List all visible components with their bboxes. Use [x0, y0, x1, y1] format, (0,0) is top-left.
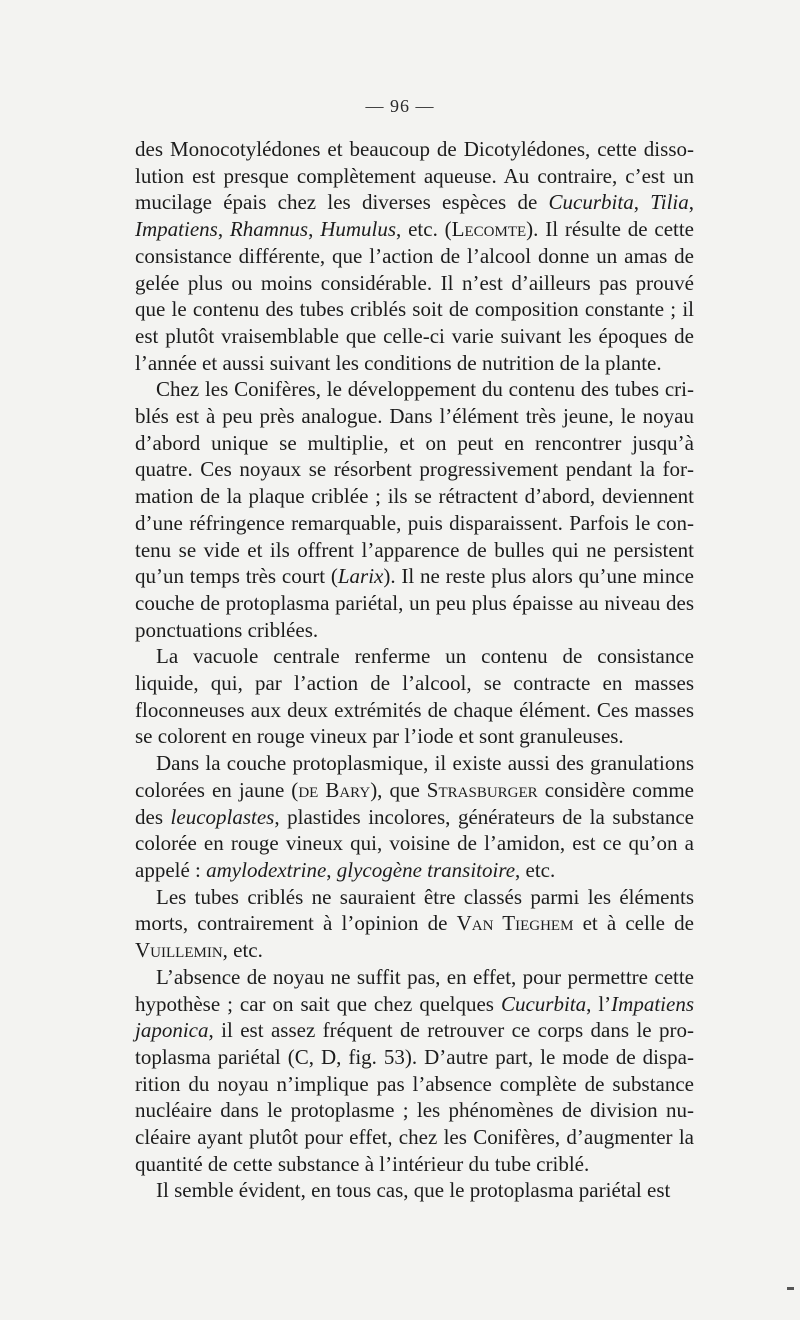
text-run: ,	[217, 217, 230, 242]
paragraph	[135, 643, 694, 750]
text-run: Dans la couche protoplasmique, il existe aussi des granulations colorées en jaune (	[135, 751, 694, 802]
author-name: Strasburger	[426, 777, 538, 802]
text-run: , etc.	[515, 857, 556, 882]
italic-run: Rhamnus	[229, 217, 309, 242]
author-name: de Bary	[298, 777, 371, 802]
italic-run: leucoplastes	[170, 804, 275, 829]
italic-run: Cucurbita	[548, 190, 634, 215]
text-run: ,	[688, 190, 694, 215]
body-text	[135, 136, 694, 1204]
text-run: Chez les Conifères, le développement du contenu des tubes criblés est à peu près analogue. Dans l’élément très jeune, le noyau d’abord unique se multiplie, et on peut en rencontrer jusqu’à quatre. Ces noyaux se résorbent progressivement pendant la formation de la plaque criblée ; ils se rétractent d’abord, deviennent d’une réfringence remarquable, puis disparaissent. Parfois le contenu se vide et ils offrent l’apparence de bulles qui ne persistent qu’un temps très court (	[135, 377, 694, 589]
text-run: ). Il ne reste plus alors qu’une mince couche de protoplasma pariétal, un peu plus épaisse au niveau des ponctuations criblées.	[135, 564, 694, 642]
author-name: Van Tieghem	[456, 911, 574, 936]
text-run: ). Il résulte de cette consistance différente, que l’action de l’alcool donne un amas de gelée plus ou moins considérable. Il n’est d’ailleurs pas prouvé que le contenu des tubes criblés soit de composition constante ; il est plutôt vraisemblable que celle-ci varie suivant les époques de l’année et aussi suivant les conditions de nutrition de la plante.	[135, 217, 695, 375]
paragraph	[135, 884, 694, 964]
paragraph	[135, 750, 694, 884]
text-run: Il semble évident, en tous cas, que le protoplasma pariétal est	[156, 1178, 671, 1203]
text-run: ,	[326, 857, 337, 882]
italic-run: Impatiens japonica	[135, 991, 694, 1043]
text-run: , etc.	[222, 938, 263, 963]
italic-run: Tilia	[650, 190, 689, 215]
text-run: L’absence de noyau ne suffit pas, en effet, pour permettre cette hypothèse ; car on sait que chez quelques	[135, 964, 694, 1016]
text-run: ,	[633, 190, 651, 215]
italic-run: Larix	[337, 564, 384, 589]
paragraph	[135, 1177, 694, 1204]
paragraph	[135, 136, 694, 376]
italic-run: amylodextrine	[206, 857, 327, 882]
text-run: considère comme des	[135, 777, 694, 829]
italic-run: Impatiens	[135, 217, 218, 242]
text-run: ,	[308, 217, 321, 242]
italic-run: Cucurbita	[500, 991, 587, 1016]
text-run: La vacuole centrale renferme un contenu de consistance liquide, qui, par l’action de l’alcool, se contracte en masses floconneuses aux deux extrémités de chaque élément. Ces masses se colorent en rouge vineux par l’iode et sont granuleuses.	[135, 644, 694, 749]
author-name: Vuillemin	[135, 938, 223, 963]
scan-mark	[787, 1287, 794, 1290]
italic-run: glycogène transitoire	[336, 857, 516, 882]
paragraph	[135, 964, 694, 1178]
text-run: ), que	[370, 777, 427, 802]
italic-run: Humulus	[320, 217, 397, 242]
text-run: , plastides incolores, générateurs de la substance colorée en rouge vineux qui, voisine de l’amidon, est ce qu’on a appelé :	[135, 804, 694, 882]
author-name: Lecomte	[451, 217, 527, 242]
text-run: , etc. (	[396, 217, 452, 242]
page-number: — 96 —	[365, 96, 435, 116]
text-run: Les tubes criblés ne sauraient être classés parmi les éléments morts, contrairement à l’opinion de	[135, 884, 694, 936]
text-run: et à celle de	[573, 911, 694, 936]
text-run: , il est assez fréquent de retrouver ce corps dans le protoplasma pariétal (C, D, fig. 53). D’autre part, le mode de disparition du noyau n’implique pas l’absence complète de substance nucléaire dans le protoplasme ; les phénomènes de division nucléaire ayant plutôt pour effet, chez les Conifères, d’augmenter la quantité de cette substance à l’intérieur du tube criblé.	[135, 1018, 694, 1176]
text-run: des Monocotylédones et beaucoup de Dicotylédones, cette dissolution est presque complètement aqueuse. Au contraire, c’est un mucilage épais chez les diverses espèces de	[135, 137, 694, 215]
paragraph	[135, 376, 694, 643]
text-run: , l’	[586, 991, 612, 1016]
